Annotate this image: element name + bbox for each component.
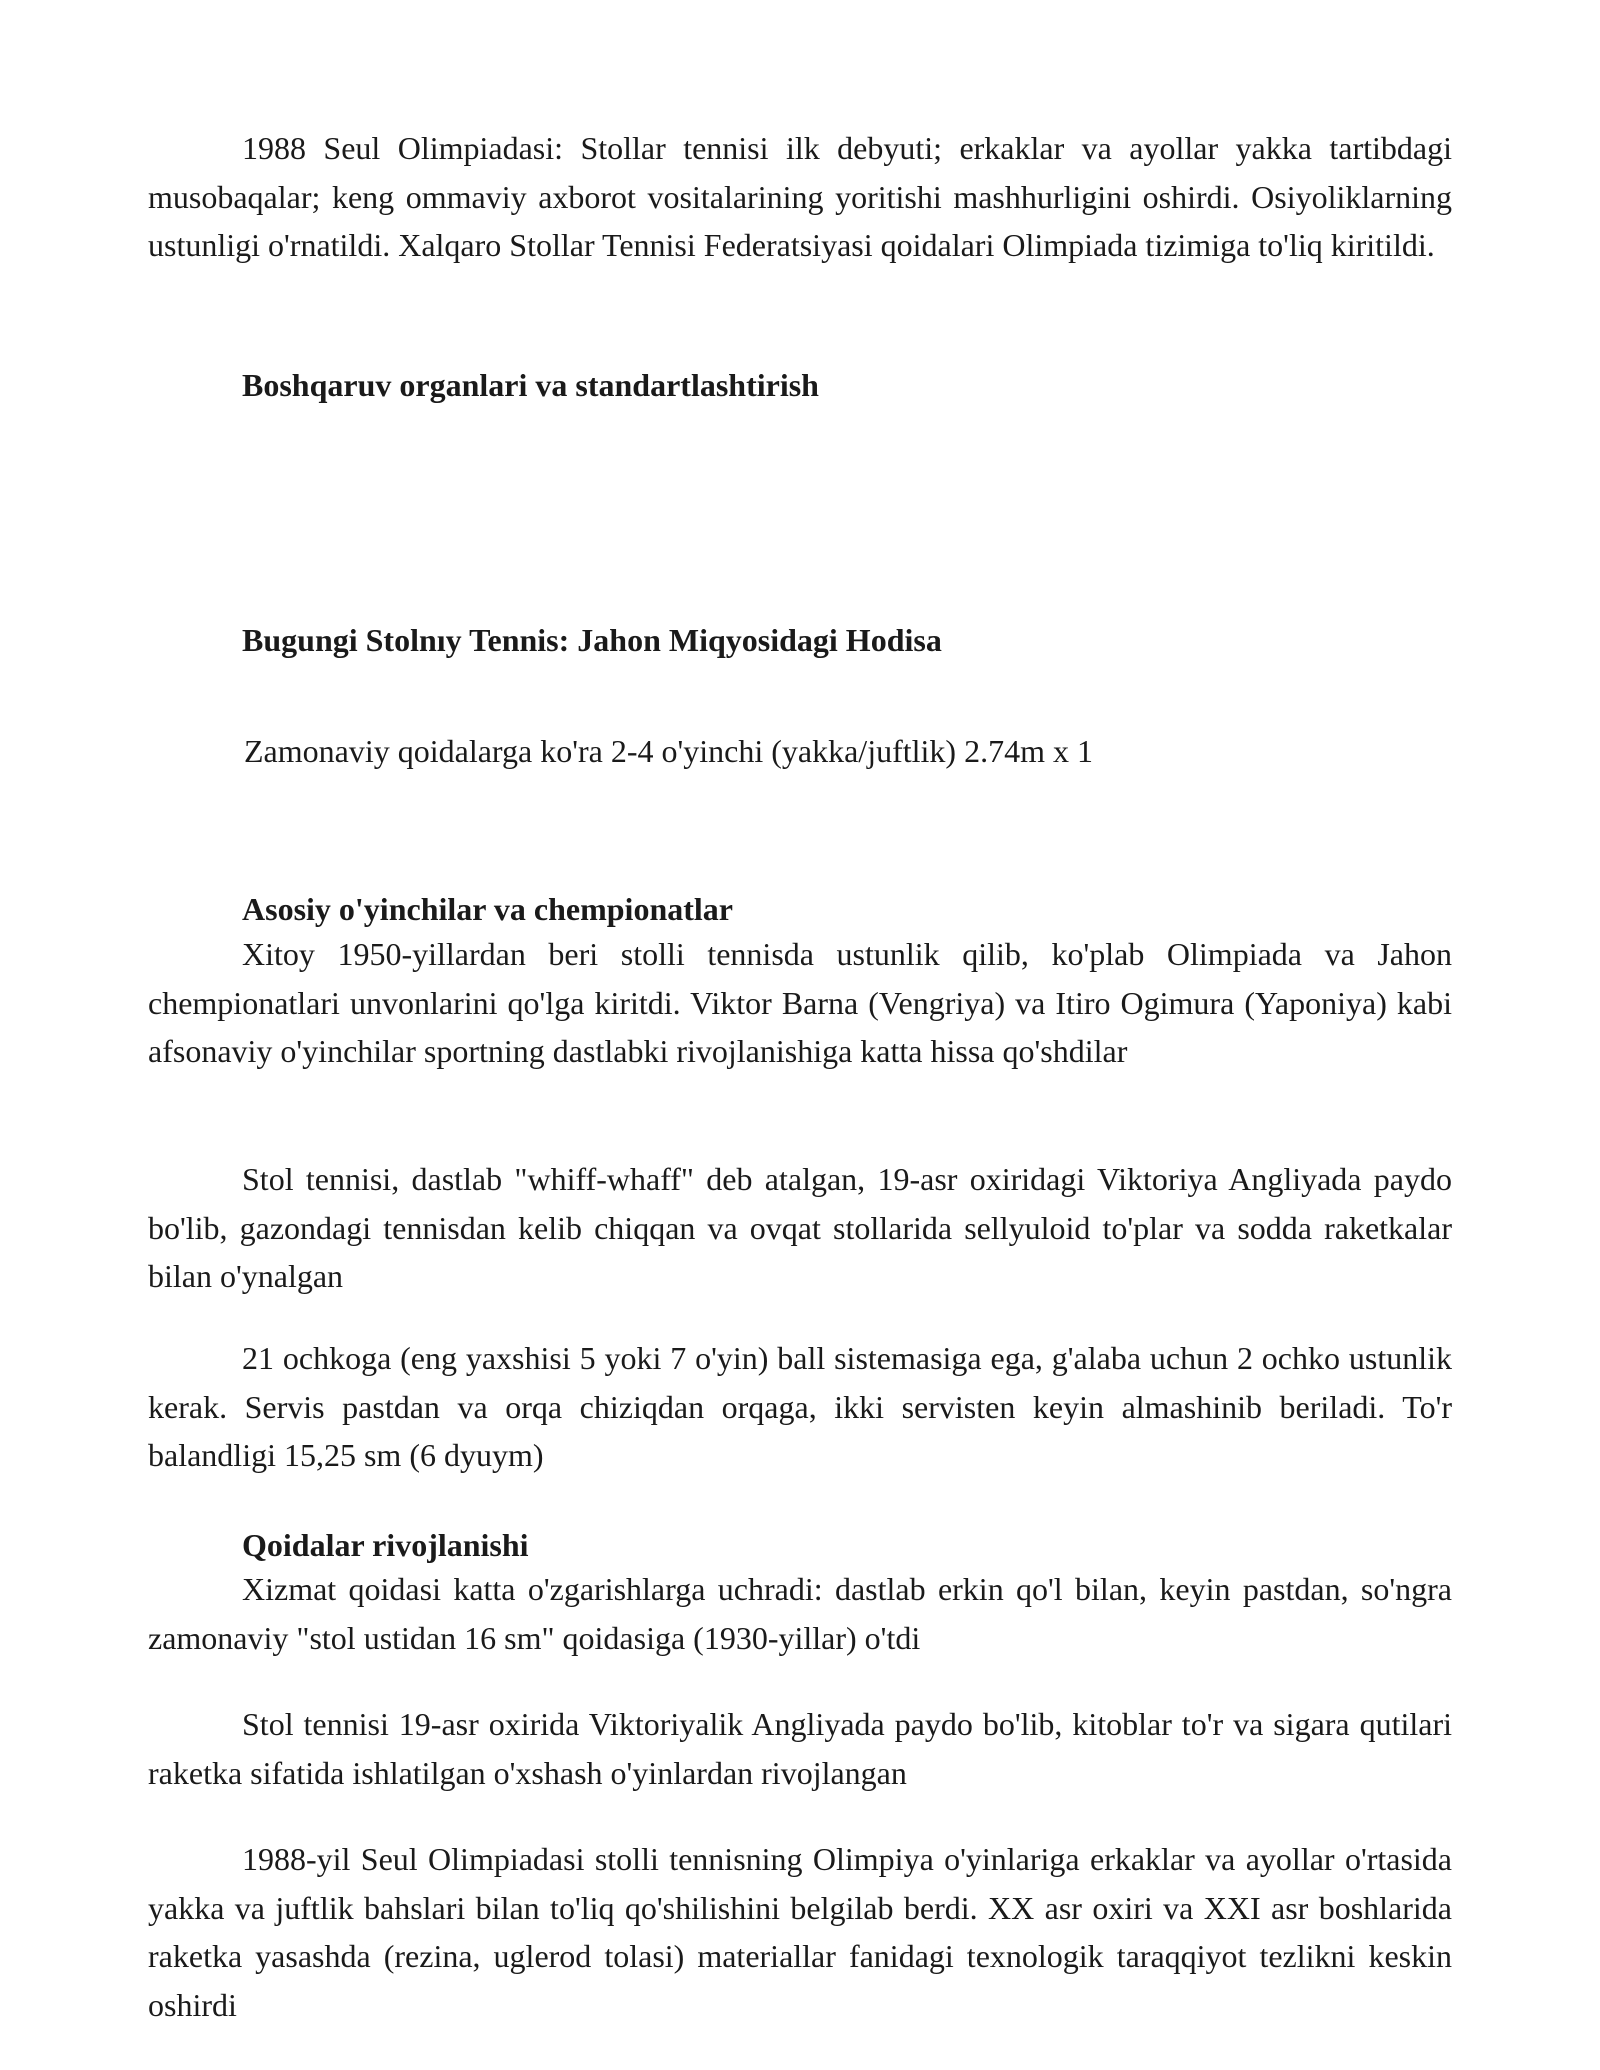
heading-rules-evolution: Qoidalar rivojlanishi <box>242 1527 529 1563</box>
heading-table-tennis-today: Bugungi Stolnıy Tennis: Jahon Miqyosidagi Hodisa <box>242 622 942 658</box>
paragraph-service-rule: Xizmat qoidasi katta o'zgarishlarga uchradi: dastlab erkin qo'l bilan, keyin pastdan, so'ngra zamonaviy "stol ustidan 16 sm" qoidasiga (1930-yillar) o'tdi <box>148 1571 1452 1656</box>
heading-key-players: Asosiy o'yinchilar va chempionatlar <box>242 891 733 927</box>
heading-governing-bodies: Boshqaruv organlari va standartlashtirish <box>242 367 819 403</box>
paragraph-scoring-system: 21 ochkoga (eng yaxshisi 5 yoki 7 o'yin) ball sistemasiga ega, g'alaba uchun 2 ochko ustunlik kerak. Servis pastdan va orqa chiziqdan orqaga, ikki servisten keyin almashinib beriladi. To'r balandligi 15,25 sm (6 dyuym) <box>148 1340 1452 1473</box>
paragraph-modern-rules: Zamonaviy qoidalarga ko'ra 2-4 o'yinchi (yakka/juftlik) 2.74m x 1 <box>244 733 1093 769</box>
paragraph-victorian-origin: Stol tennisi 19-asr oxirida Viktoriyalik Angliyada paydo bo'lib, kitoblar to'r va sigara qutilari raketka sifatida ishlatilgan o'xshash o'yinlardan rivojlangan <box>148 1706 1452 1791</box>
paragraph-china-dominance: Xitoy 1950-yillardan beri stolli tennisda ustunlik qilib, ko'plab Olimpiada va Jahon chempionatlari unvonlarini qo'lga kiritdi. Viktor Barna (Vengriya) va Itiro Ogimura (Yaponiya) kabi afsonaviy o'yinchilar sportning dastlabki rivojlanishiga katta hissa qo'shdilar <box>148 936 1452 1069</box>
paragraph-seoul-olympics-debut: 1988 Seul Olimpiadasi: Stollar tennisi ilk debyuti; erkaklar va ayollar yakka tartibdagi musobaqalar; keng ommaviy axborot vositalarining yoritishi mashhurligini oshirdi. Osiyoliklarning ustunligi o'rnatildi. Xalqaro Stollar Tennisi Federatsiyasi qoidalari Olimpiada tizimiga to'liq kiritildi. <box>148 130 1452 263</box>
paragraph-1988-olympics: 1988-yil Seul Olimpiadasi stolli tennisning Olimpiya o'yinlariga erkaklar va ayollar o'rtasida yakka va juftlik bahslari bilan to'liq qo'shilishini belgilab berdi. XX asr oxiri va XXI asr boshlarida raketka yasashda (rezina, uglerod tolasi) materiallar fanidagi texnologik taraqqiyot tezlikni keskin oshirdi <box>148 1841 1452 2023</box>
paragraph-whiff-whaff-origin: Stol tennisi, dastlab "whiff-whaff" deb atalgan, 19-asr oxiridagi Viktoriya Angliyada paydo bo'lib, gazondagi tennisdan kelib chiqqan va ovqat stollarida sellyuloid to'plar va sodda raketkalar bilan o'ynalgan <box>148 1161 1452 1294</box>
